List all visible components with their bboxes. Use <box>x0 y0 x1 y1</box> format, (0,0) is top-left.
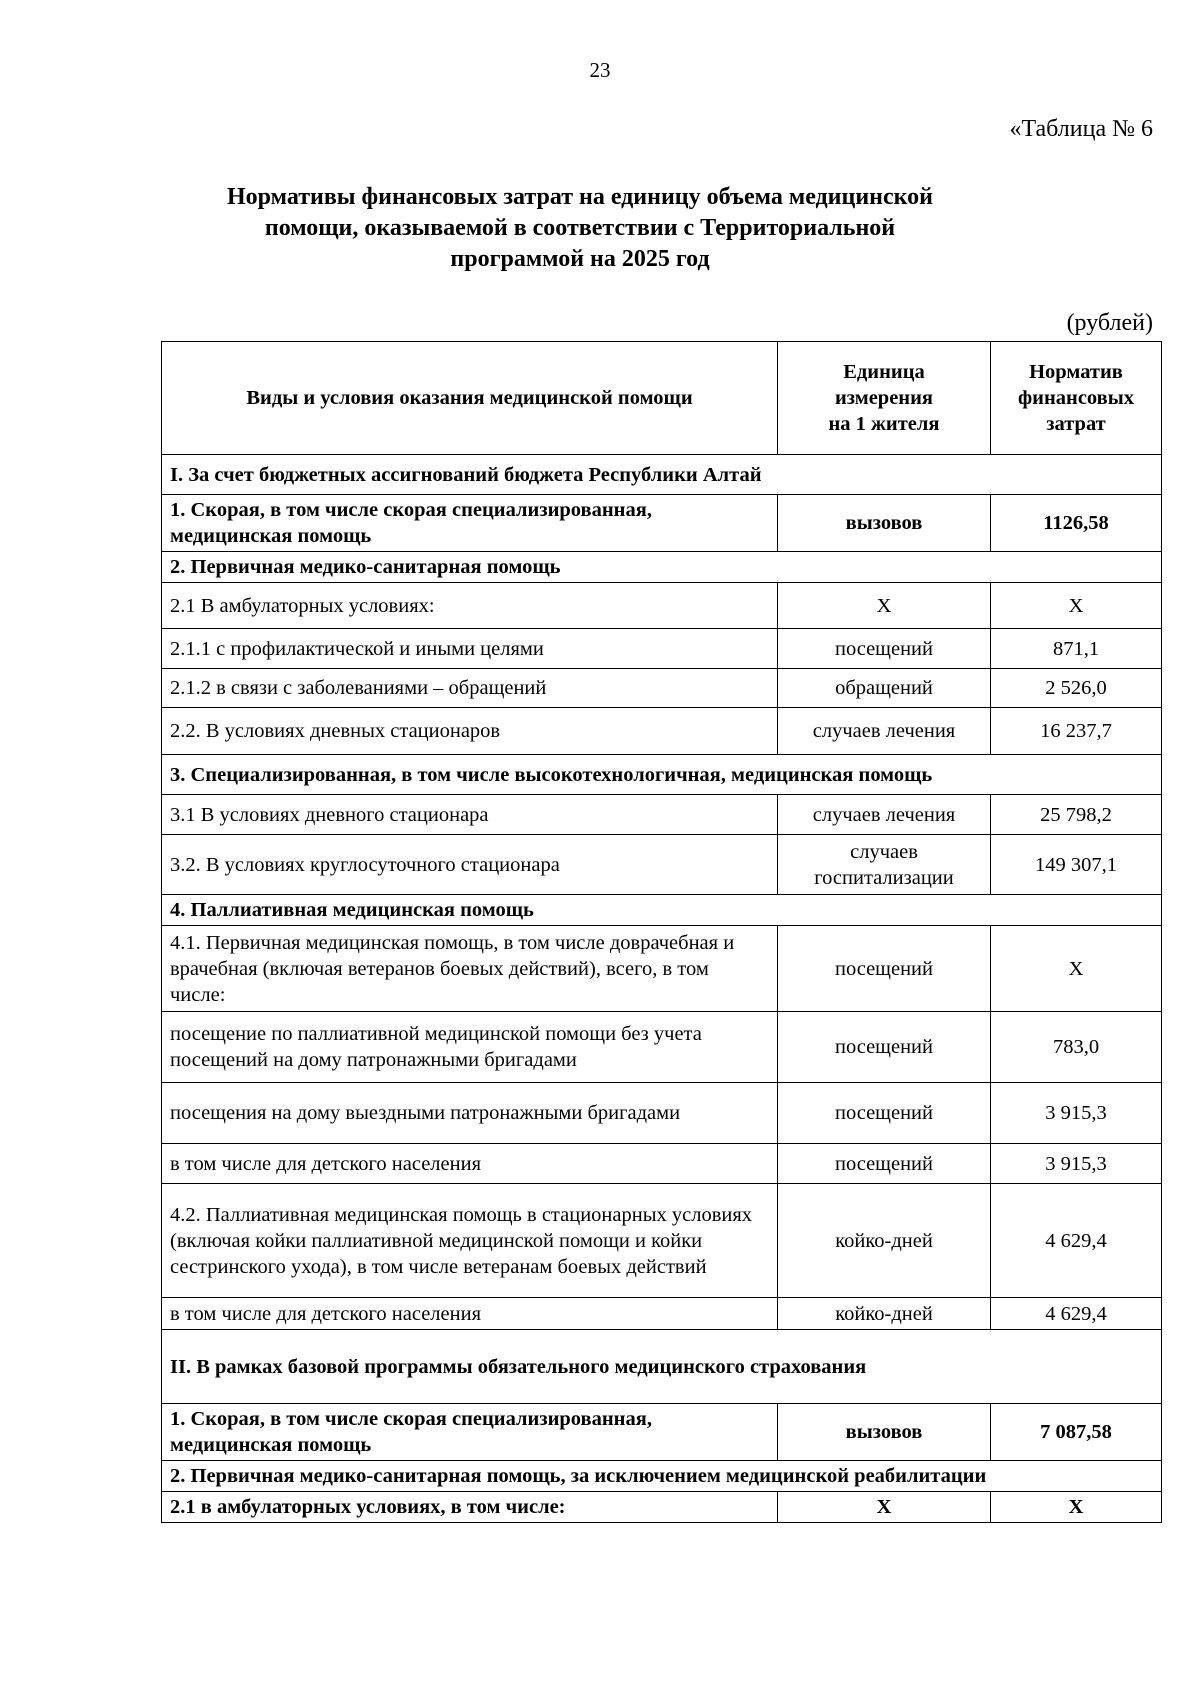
cell-norm-value: 149 307,1 <box>991 835 1162 895</box>
section-heading: I. За счет бюджетных ассигнований бюджета Республики Алтай <box>162 455 1162 495</box>
table-row <box>162 495 1162 552</box>
cell-norm-value: Х <box>991 926 1162 1012</box>
cell-unit: посещений <box>778 1083 991 1144</box>
cell-norm-value: 1126,58 <box>991 495 1162 552</box>
cell-kind: 3.1 В условиях дневного стационара <box>162 795 778 835</box>
header-norm <box>991 342 1162 455</box>
cell-norm-value: 4 629,4 <box>991 1298 1162 1330</box>
table-row <box>162 669 1162 708</box>
title-line: помощи, оказываемой в соответствии с Территориальной <box>264 215 896 241</box>
norms-table <box>161 341 1162 1523</box>
table-row <box>162 708 1162 755</box>
cell-norm-value: Х <box>991 1492 1162 1523</box>
table-row <box>162 835 1162 895</box>
cell-kind: 2.1 В амбулаторных условиях: <box>162 583 778 629</box>
cell-kind: 4.1. Первичная медицинская помощь, в том числе доврачебная и врачебная (включая ветеранов боевых действий), всего, в том числе: <box>162 926 778 1012</box>
section-row <box>162 1330 1162 1404</box>
units-note: (рублей) <box>1066 310 1153 336</box>
section-row <box>162 1461 1162 1492</box>
cell-norm-value: 25 798,2 <box>991 795 1162 835</box>
table-row <box>162 926 1162 1012</box>
cell-unit: посещений <box>778 1144 991 1184</box>
document-title <box>200 182 960 275</box>
header-norm-line: Норматив <box>1029 361 1123 383</box>
cell-unit: случаев лечения <box>778 795 991 835</box>
table-row <box>162 583 1162 629</box>
section-heading: 2. Первичная медико-санитарная помощь <box>162 552 1162 583</box>
table-row <box>162 1404 1162 1461</box>
section-row <box>162 455 1162 495</box>
cell-norm-value: 3 915,3 <box>991 1083 1162 1144</box>
table-row <box>162 629 1162 669</box>
cell-unit: койко-дней <box>778 1184 991 1298</box>
cell-kind: 1. Скорая, в том числе скорая специализированная, медицинская помощь <box>162 495 778 552</box>
header-norm-line: затрат <box>1046 413 1106 435</box>
cell-unit: посещений <box>778 1012 991 1083</box>
cell-norm-value: 4 629,4 <box>991 1184 1162 1298</box>
cell-unit: посещений <box>778 629 991 669</box>
cell-unit: обращений <box>778 669 991 708</box>
table-row <box>162 1492 1162 1523</box>
cell-norm-value: 3 915,3 <box>991 1144 1162 1184</box>
cell-unit: Х <box>778 583 991 629</box>
cell-norm-value: 2 526,0 <box>991 669 1162 708</box>
section-heading: II. В рамках базовой программы обязательного медицинского страхования <box>162 1330 1162 1404</box>
cell-kind: 4.2. Паллиативная медицинская помощь в стационарных условиях (включая койки паллиативной медицинской помощи и койки сестринского ухода), в том числе ветеранам боевых действий <box>162 1184 778 1298</box>
cell-unit: посещений <box>778 926 991 1012</box>
section-heading: 2. Первичная медико-санитарная помощь, за исключением медицинской реабилитации <box>162 1461 1162 1492</box>
cell-kind: 2.1.2 в связи с заболеваниями – обращений <box>162 669 778 708</box>
cell-unit: случаев лечения <box>778 708 991 755</box>
cell-kind: 2.2. В условиях дневных стационаров <box>162 708 778 755</box>
header-unit-line: Единица <box>843 361 925 383</box>
section-heading: 4. Паллиативная медицинская помощь <box>162 895 1162 926</box>
cell-norm-value: 7 087,58 <box>991 1404 1162 1461</box>
cell-norm-value: 16 237,7 <box>991 708 1162 755</box>
cell-kind: посещения на дому выездными патронажными бригадами <box>162 1083 778 1144</box>
cell-kind: в том числе для детского населения <box>162 1144 778 1184</box>
table-row <box>162 1144 1162 1184</box>
header-unit <box>778 342 991 455</box>
cell-norm-value: 783,0 <box>991 1012 1162 1083</box>
cell-kind: 2.1.1 с профилактической и иными целями <box>162 629 778 669</box>
page-number: 23 <box>589 58 611 82</box>
table-row <box>162 1012 1162 1083</box>
header-kind: Виды и условия оказания медицинской помощи <box>162 342 778 455</box>
table-row <box>162 1298 1162 1330</box>
cell-kind: посещение по паллиативной медицинской помощи без учета посещений на дому патронажными бригадами <box>162 1012 778 1083</box>
cell-kind: 3.2. В условиях круглосуточного стационара <box>162 835 778 895</box>
section-row <box>162 552 1162 583</box>
section-heading: 3. Специализированная, в том числе высокотехнологичная, медицинская помощь <box>162 755 1162 795</box>
table-body <box>162 455 1162 1523</box>
cell-kind: 1. Скорая, в том числе скорая специализированная, медицинская помощь <box>162 1404 778 1461</box>
title-line: программой на 2025 год <box>450 246 710 272</box>
header-unit-line: на 1 жителя <box>828 413 940 435</box>
cell-norm-value: Х <box>991 583 1162 629</box>
cell-norm-value: 871,1 <box>991 629 1162 669</box>
table-row <box>162 1184 1162 1298</box>
table-header-row <box>162 342 1162 455</box>
cell-unit: случаев госпитализации <box>778 835 991 895</box>
section-row <box>162 755 1162 795</box>
header-norm-line: финансовых <box>1017 387 1135 409</box>
table-row <box>162 795 1162 835</box>
table-row <box>162 1083 1162 1144</box>
title-line: Нормативы финансовых затрат на единицу объема медицинской <box>227 184 933 210</box>
table-label: «Таблица № 6 <box>1009 116 1153 142</box>
cell-unit: вызовов <box>778 1404 991 1461</box>
section-row <box>162 895 1162 926</box>
cell-kind: в том числе для детского населения <box>162 1298 778 1330</box>
cell-unit: Х <box>778 1492 991 1523</box>
header-unit-line: измерения <box>834 387 934 409</box>
cell-kind: 2.1 в амбулаторных условиях, в том числе: <box>162 1492 778 1523</box>
cell-unit: вызовов <box>778 495 991 552</box>
cell-unit: койко-дней <box>778 1298 991 1330</box>
